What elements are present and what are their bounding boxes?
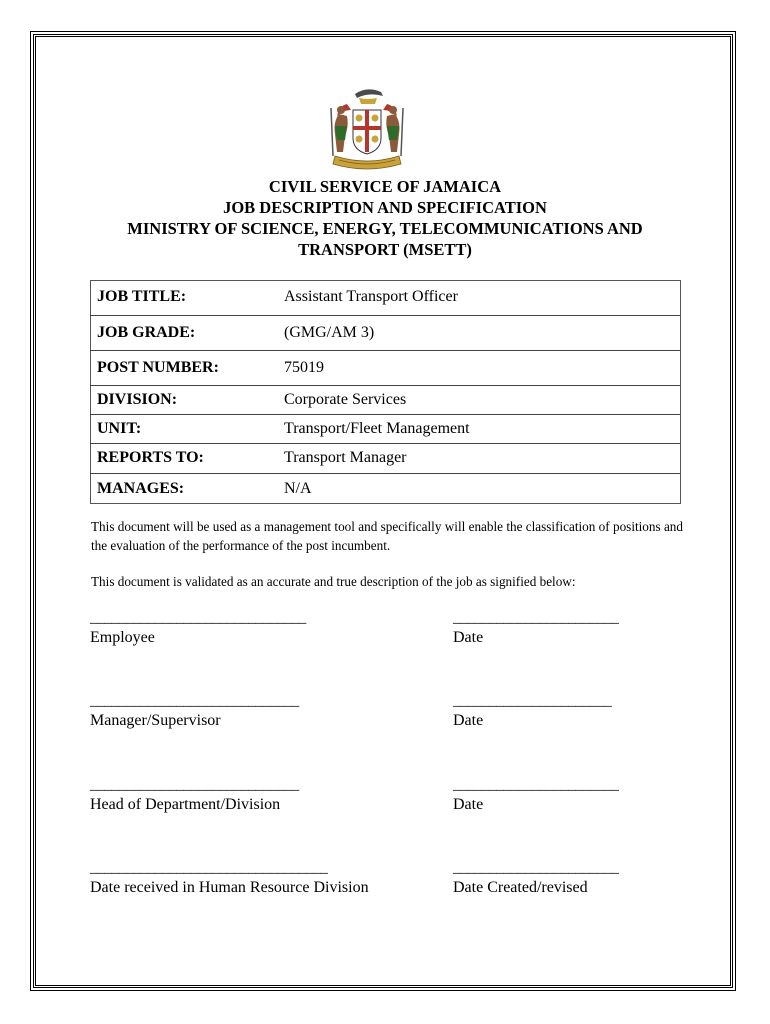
purpose-paragraph: This document will be used as a management tool and specifically will enable the classification of positions and the evaluation of the performance of the post incumbent. (91, 519, 683, 553)
manager-label: Manager/Supervisor (90, 712, 221, 729)
division-value: Corporate Services (277, 385, 680, 414)
head-date-line[interactable]: _______________________ (453, 777, 619, 793)
head-date-label: Date (453, 796, 484, 813)
reports-to-label: REPORTS TO: (90, 443, 277, 473)
validation-paragraph: This document is validated as an accurate and true description of the job as signified below: (91, 574, 576, 589)
division-label: DIVISION: (90, 385, 277, 414)
job-title-value: Assistant Transport Officer (277, 280, 680, 315)
head-signature-line[interactable]: _____________________________ (90, 777, 299, 793)
post-number-value: 75019 (277, 350, 680, 385)
manages-label: MANAGES: (97, 479, 185, 497)
employee-date-line[interactable]: _______________________ (453, 610, 619, 626)
document-heading (90, 176, 680, 260)
job-info-row (90, 385, 680, 414)
job-info-table (90, 280, 680, 504)
job-info-row (90, 350, 680, 385)
unit-label: UNIT: (90, 414, 277, 443)
post-number-label: POST NUMBER: (90, 350, 277, 385)
date-created-label: Date Created/revised (453, 879, 588, 896)
hr-received-line[interactable]: _________________________________ (90, 860, 328, 876)
job-info-row (90, 473, 680, 504)
manager-date-line[interactable]: ______________________ (453, 693, 612, 709)
job-grade-label: JOB GRADE: (90, 315, 277, 350)
job-info-row (90, 315, 680, 350)
job-info-row (90, 280, 680, 315)
job-info-row (90, 414, 680, 443)
heading-line-4: TRANSPORT (MSETT) (298, 240, 472, 259)
manager-signature-line[interactable]: _____________________________ (90, 693, 299, 709)
heading-line-3: MINISTRY OF SCIENCE, ENERGY, TELECOMMUNICATIONS AND (127, 219, 643, 238)
job-title-label: JOB TITLE: (90, 280, 277, 315)
heading-line-1: CIVIL SERVICE OF JAMAICA (268, 177, 502, 196)
hr-received-label: Date received in Human Resource Division (90, 879, 369, 896)
employee-date-label: Date (453, 629, 484, 646)
unit-value: Transport/Fleet Management (277, 414, 680, 443)
job-info-row (90, 443, 680, 473)
coat-of-arms-emblem (325, 86, 409, 172)
manager-date-label: Date (453, 712, 484, 729)
employee-signature-line[interactable]: ______________________________ (90, 610, 307, 626)
head-label: Head of Department/Division (90, 796, 281, 813)
date-created-line[interactable]: _______________________ (453, 860, 619, 876)
manages-value: N/A (284, 479, 312, 497)
reports-to-value: Transport Manager (277, 443, 680, 473)
heading-line-2: JOB DESCRIPTION AND SPECIFICATION (223, 198, 547, 217)
employee-label: Employee (90, 629, 155, 646)
job-grade-value: (GMG/AM 3) (277, 315, 680, 350)
